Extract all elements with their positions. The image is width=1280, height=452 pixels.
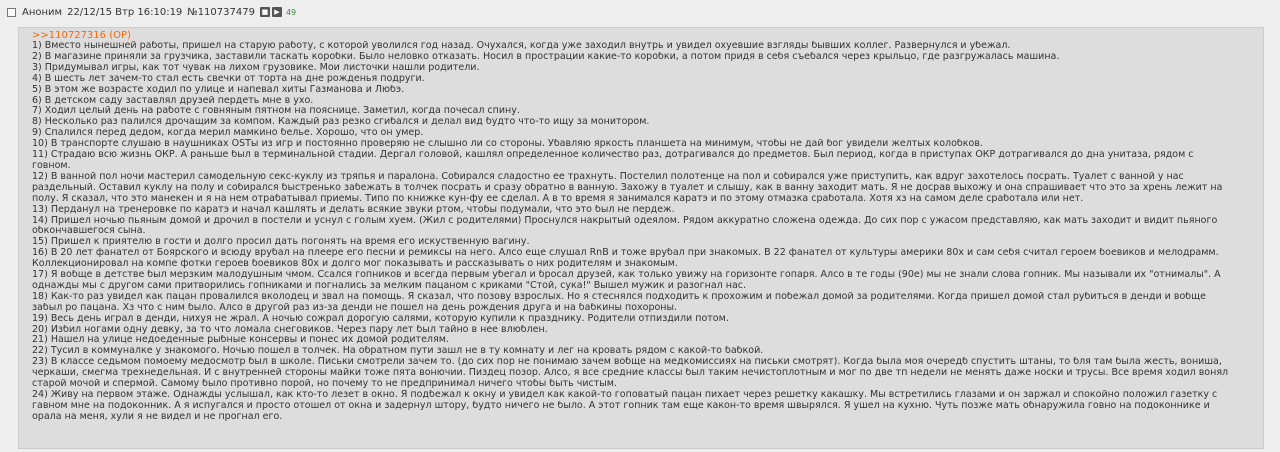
hide-post-icon[interactable]: ■ xyxy=(261,7,269,16)
post-message xyxy=(32,41,1255,423)
post-line: 15) Пришел к приятелю в гости и долго просил дать погонять на время его искуственную вагину. xyxy=(32,237,530,248)
post-line: 23) В классе седьмом помоему медосмотр был в школе. Письки смотрели зачем то. (до сих пор не понимаю зачем вобще на медкомиссиях на письки смотрят). Когда была моя очередб спустить штаны, то бля там была жесть, вониша, xyxy=(32,357,1222,368)
post-datetime: 22/12/15 Втр 16:10:19 xyxy=(67,6,183,18)
post-line: черкаши, смегма трехнедельная. И с внутренней стороны майки тоже пята вонючии. Пиздец позор. Алсо, я все средние классы был таким нечистоплотным и мог по две тп недели не менять даже носки и трусы. Все время ходил вонял xyxy=(32,368,1229,379)
post-line: 4) В шесть лет зачем-то стал есть свечки от торта на дне рожденья подруги. xyxy=(32,73,425,84)
post-line: 9) Спалился перед дедом, когда мерил мамкино белье. Хорошо, что он умер. xyxy=(32,128,424,139)
post-line: 7) Ходил целый день на работе с говняным пятном на пояснице. Заметил, когда почесал спину. xyxy=(32,106,520,117)
post-line: обкончавшегося сына. xyxy=(32,226,146,237)
post-line: 21) Нашел на улице недоеденные рыбные консервы и понес их домой родителям. xyxy=(32,335,449,346)
select-post-checkbox[interactable] xyxy=(7,8,16,17)
post-line: старой мочой и спермой. Самому было противно порой, но почему то не предпринимал ничего чтобы быть чистым. xyxy=(32,379,617,390)
post-body-box xyxy=(18,27,1264,449)
post-line: 22) Тусил в коммуналке у знакомого. Ночью пошел в толчек. На обратном пути зашл не в ту комнату и лег на кровать рядом с какой-то бабкой. xyxy=(32,346,764,357)
post-line: 16) В 20 лет фанател от Боярского и всюду врубал на плеере его песни и ремиксы на него. Алсо еще слушал RnB и тоже врубал при знакомых. В 22 фанател от культуры америки 80х и сам себя считал героем боевиков и мелодрамм. xyxy=(32,248,1219,259)
post-line: 3) Придумывал игры, как тот чувак на лихом грузовике. Мои листочки нашли родители. xyxy=(32,62,480,73)
post-line: однажды мы с другом сами притворились гопниками и погнались за мелким пацаном с криками "Стой, сука!" Вышел мужик и разогнал нас. xyxy=(32,280,747,291)
post-header xyxy=(0,0,1280,24)
post-line: 17) Я вобще в детстве был мерзким малодушным чмом. Ссался гопников и всегда первым убегал и бросал друзей, как только увижу на горизонте гопаря. Алсо в те годы (90е) мы не знали слова гопник. Мы называли их "отнималы". А xyxy=(32,270,1221,281)
op-reply-link[interactable]: >>110727316 (OP) xyxy=(32,30,131,41)
post-line: 1) Вместо нынешней работы, пришел на старую работу, с которой уволился год назад. Очухался, когда уже заходил внутрь и увидел охуевшие взгляды бывших коллег. Развернулся и убежал. xyxy=(32,41,1011,51)
post-line: 5) В этом же возрасте ходил по улице и напевал хиты Газманова и Любэ. xyxy=(32,84,405,95)
post-line: 6) В детском саду заставлял друзей пердеть мне в ухо. xyxy=(32,95,314,106)
post-line: 12) В ванной пол ночи мастерил самодельную секс-куклу из тряпья и паралона. Собирался сладостно ее трахнуть. Постелил полотенце на пол и собирался уже приступить, как вдруг захотелось посрать. Туалет с ванной у нас xyxy=(32,171,1184,182)
post-author: Аноним xyxy=(22,6,63,18)
post-line: орала на меня, хули я не видел и не прогнал его. xyxy=(32,411,283,422)
post-line: раздельный. Оставил куклу на полу и собирался быстренько забежать в толчек посрать и сразу обратно в ванную. Захожу в туалет и слышу, как в ванну заходит мать. Я не досрав выхожу и она спрашивает что это за хрень лежит на xyxy=(32,182,1223,193)
post-number-link[interactable]: №110737479 xyxy=(187,6,255,18)
post-line: 8) Несколько раз палился дрочащим за компом. Каждый раз резко сгибался и делал вид будто что-то ищу за монитором. xyxy=(32,117,650,128)
post-line: 10) В транспорте слушаю в наушниках OSTы из игр и постоянно проверяю не слышно ли со стороны. Убавляю яркость планшета на минимум, чтобы не дай бог увидели желтых колобков. xyxy=(32,139,983,150)
post-line: 19) Весь день играл в денди, нихуя не жрал. А ночью сожрал дорогую салями, которую купили к празднику. Родители отпиздили потом. xyxy=(32,313,729,324)
post-line: полу. Я сказал, что это манекен и я на нем отрабатывал приемы. Типо по книжке кун-фу ее сделал. А в то время я занимался каратэ и по этому отмазка сработала. Хотя хз на самом деле сработала или нет. xyxy=(32,193,1084,204)
reply-post-icon[interactable]: ▶ xyxy=(272,7,282,17)
post-line: говном. xyxy=(32,160,71,171)
post-line: 2) В магазине приняли за грузчика, заставили таскать коробки. Было неловко отказать. Носил в прострации какие-то коробки, а потом придя в себя съебался через крыльцо, где разгружалась машина. xyxy=(32,51,1060,62)
post-line: 11) Страдаю всю жизнь ОКР. А раньше был в терминальной стадии. Дергал головой, кашлял определенное количество раз, дотрагивался до предметов. Был период, когда в приступах ОКР дотрагивался до дна унитаза, рядом с xyxy=(32,150,1194,161)
post-line: 14) Пришел ночью пьяным домой и дрочил в постели и уснул с голым хуем. (Жил с родителями) Проснулся накрытый одеялом. Рядом аккуратно сложена одежда. До сих пор с ужасом представляю, как мать заходит и видит пьяного xyxy=(32,215,1218,226)
post-line: забыл ро пацана. Хз что с ним было. Алсо в другой раз из-за денди не пошел на день рождения друга и на бабкины похороны. xyxy=(32,302,678,313)
post-count: 49 xyxy=(285,7,297,17)
post-line: Коллекционировал на компе фотки героев боевиков 80х и долго мог показывать и рассказывать о них родителям и знакомым. xyxy=(32,259,678,270)
post-line: 24) Живу на первом этаже. Однажды услышал, как кто-то лезет в окно. Я подбежал к окну и увидел как какой-то гоповатый пацан пихает через решетку какашку. Мы встретились глазами и он заржал и спокойно положил газетку с xyxy=(32,390,1218,400)
post-line: гавном мне на подоконник. А я испугался и просто отошел от окна и задернул штору, будто ничего не было. А этот гопник там еще какон-то время швырялся. Я ушел на кухню. Чуть позже мать обнаружила говно на подоконнике и xyxy=(32,400,1210,411)
post-line: 20) Избил ногами одну девку, за то что ломала снеговиков. Через пару лет был тайно в нее влюблен. xyxy=(32,324,548,335)
post-line: 18) Как-то раз увидел как пацан провалился вколодец и звал на помощь. Я сказал, что позову взрослых. Но я стеснялся подходить к прохожим и побежал домой за родителями. Когда пришел домой стал рубиться в денди и вобще xyxy=(32,291,1206,302)
post-line: 13) Перданул на тренеровке по каратэ и начал кашлять и делать всякие звуки ртом, чтобы подумали, что это был не пердеж. xyxy=(32,204,675,215)
